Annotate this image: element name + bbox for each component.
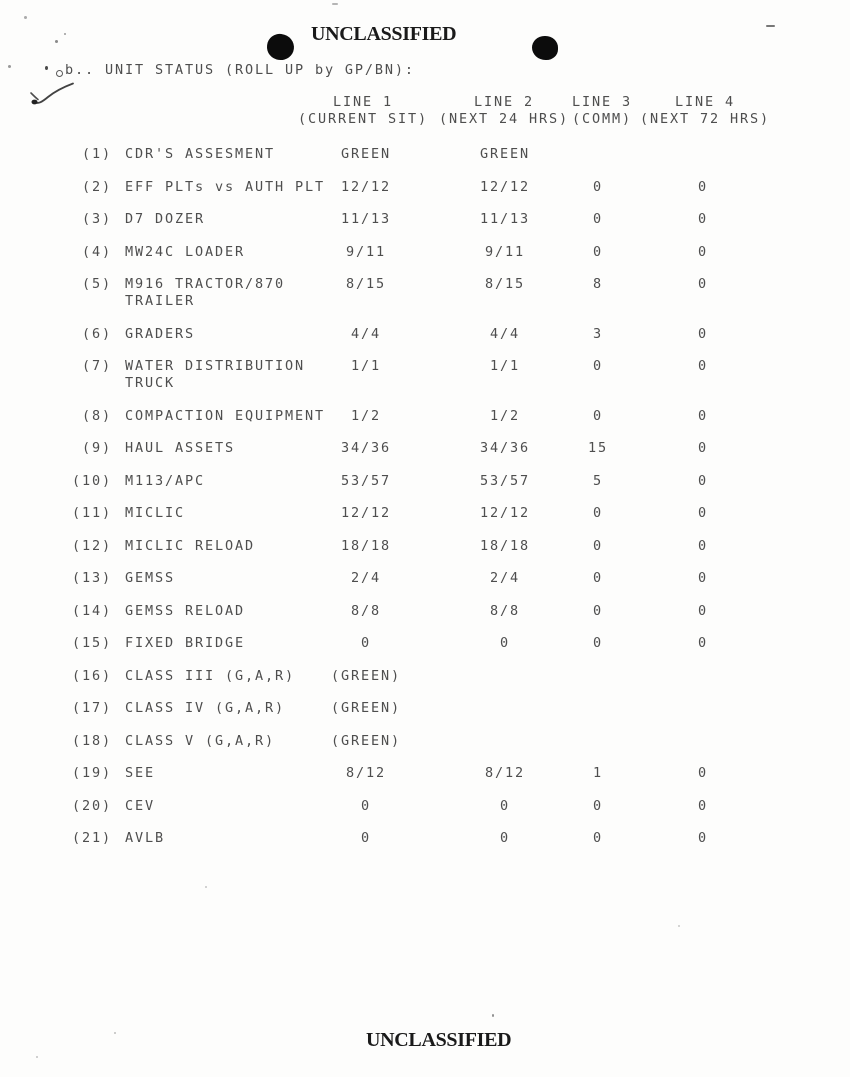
row-value-line1: 53/57: [341, 472, 391, 489]
row-value-line2: 2/4: [490, 570, 520, 586]
row-value-line1: 12/12: [341, 505, 391, 521]
classification-banner-top: UNCLASSIFIED: [311, 23, 457, 45]
row-number: (15): [72, 635, 112, 651]
row-label-line: EFF PLTs vs AUTH PLT: [125, 178, 325, 195]
row-number: (4): [82, 243, 112, 260]
scan-speck: [36, 1056, 38, 1058]
row-value-line4: 0: [698, 830, 708, 846]
row-value-line3: 0: [593, 211, 603, 227]
scan-speck: [205, 886, 207, 888]
row-value-line4: 0: [698, 472, 708, 489]
row-value-line4: 0: [698, 602, 708, 619]
table-row: [0, 765, 850, 782]
row-value-line3: 3: [593, 325, 603, 342]
column-title: LINE 1: [333, 94, 393, 110]
row-value-line2: 1/2: [490, 407, 520, 424]
row-value-line4: 0: [698, 211, 708, 227]
row-value-line2: 18/18: [480, 537, 530, 554]
row-label-line: GRADERS: [125, 325, 195, 342]
table-row: [0, 244, 850, 261]
row-value-line3: 15: [588, 440, 608, 456]
column-subtitle: (NEXT 24 HRS): [439, 110, 569, 127]
row-label-line: MICLIC: [125, 505, 185, 521]
column-subtitle: (CURRENT SIT): [298, 110, 428, 127]
row-value-line2: 12/12: [480, 505, 530, 521]
row-value-line1: 18/18: [341, 537, 391, 554]
column-header-line2: [437, 94, 571, 127]
table-row: [0, 668, 850, 685]
scan-speck: [56, 70, 63, 77]
row-value-line3: 0: [593, 537, 603, 554]
row-label-line: GEMSS: [125, 570, 175, 586]
row-number: (16): [72, 667, 112, 684]
table-row: [0, 570, 850, 587]
row-value-line2: 8/15: [485, 276, 525, 292]
row-value-line2: 0: [500, 797, 510, 814]
row-label-line: M113/APC: [125, 472, 205, 489]
row-value-line4: 0: [698, 178, 708, 195]
redaction-dot-right: [532, 36, 558, 60]
row-value-line4: 0: [698, 325, 708, 342]
row-label-line: COMPACTION EQUIPMENT: [125, 407, 325, 424]
scan-speck: [492, 1014, 494, 1017]
scan-speck: [55, 40, 58, 43]
row-value-line2: GREEN: [480, 146, 530, 162]
table-row: [0, 211, 850, 228]
row-label-line: CDR'S ASSESMENT: [125, 146, 275, 162]
row-value-line2: 0: [500, 635, 510, 651]
row-value-line1: 0: [361, 635, 371, 651]
row-value-line1: 8/15: [346, 276, 386, 292]
row-number: (14): [72, 602, 112, 619]
column-header-line3: [561, 94, 643, 127]
row-value-line1: 1/1: [351, 358, 381, 374]
row-label-line: HAUL ASSETS: [125, 440, 235, 456]
scan-speck: [114, 1032, 116, 1034]
column-title: LINE 2: [474, 94, 534, 110]
scan-speck: [64, 33, 66, 35]
redaction-dot-left: [266, 32, 296, 61]
row-value-line3: 0: [593, 505, 603, 521]
row-label-line: MICLIC RELOAD: [125, 537, 255, 554]
row-number: (1): [82, 146, 112, 162]
scan-speck: [766, 25, 775, 27]
status-table: [0, 146, 850, 863]
row-value-line4: 0: [698, 635, 708, 651]
table-row: [0, 473, 850, 490]
row-number: (19): [72, 765, 112, 781]
row-number: (6): [82, 325, 112, 342]
table-row: [0, 146, 850, 163]
column-header-line4: [640, 94, 770, 127]
row-value-line2: 8/12: [485, 765, 525, 781]
row-value-line2: 1/1: [490, 358, 520, 374]
row-value-line3: 0: [593, 358, 603, 374]
row-value-line1: 12/12: [341, 178, 391, 195]
row-value-line4: 0: [698, 505, 708, 521]
row-label-line: GEMSS RELOAD: [125, 602, 245, 619]
row-label-line: CLASS V (G,A,R): [125, 732, 275, 749]
table-row: [0, 276, 850, 310]
table-row: [0, 733, 850, 750]
row-value-line2: 4/4: [490, 325, 520, 342]
scan-speck: [24, 16, 27, 19]
row-value-line1: 4/4: [351, 325, 381, 342]
row-value-line1: 0: [361, 830, 371, 846]
row-number: (9): [82, 440, 112, 456]
row-label-line: CLASS III (G,A,R): [125, 667, 295, 684]
table-row: [0, 700, 850, 717]
table-row: [0, 408, 850, 425]
table-row: [0, 798, 850, 815]
row-value-line1: 8/8: [351, 602, 381, 619]
scan-speck: [332, 3, 338, 5]
row-value-line3: 0: [593, 178, 603, 195]
scan-speck: [678, 925, 680, 927]
row-number: (12): [72, 537, 112, 554]
classification-banner-bottom: UNCLASSIFIED: [366, 1029, 512, 1051]
row-value-line1: 34/36: [341, 440, 391, 456]
row-value-line2: 11/13: [480, 211, 530, 227]
column-title: LINE 3: [572, 94, 632, 110]
table-row: [0, 538, 850, 555]
row-number: (11): [72, 505, 112, 521]
row-label-line: SEE: [125, 765, 155, 781]
row-number: (18): [72, 732, 112, 749]
row-value-line1: 0: [361, 797, 371, 814]
row-value-line3: 0: [593, 830, 603, 846]
table-row: [0, 440, 850, 457]
row-label-line: MW24C LOADER: [125, 243, 245, 260]
row-number: (17): [72, 700, 112, 716]
row-value-line3: 0: [593, 797, 603, 814]
row-number: (13): [72, 570, 112, 586]
column-subtitle: (COMM): [572, 110, 632, 127]
row-value-line4: 0: [698, 276, 708, 292]
row-label-line: TRAILER: [125, 293, 195, 309]
scan-speck: [8, 65, 11, 68]
row-value-line2: 9/11: [485, 243, 525, 260]
row-value-line2: 0: [500, 830, 510, 846]
row-value-line1: 2/4: [351, 570, 381, 586]
row-value-line4: 0: [698, 797, 708, 814]
table-row: [0, 603, 850, 620]
row-value-line3: 0: [593, 570, 603, 586]
row-value-line4: 0: [698, 570, 708, 586]
row-value-line1: (GREEN): [331, 700, 401, 716]
row-number: (21): [72, 830, 112, 846]
column-header-line1: [288, 94, 438, 127]
row-label-line: D7 DOZER: [125, 211, 205, 227]
row-value-line1: 1/2: [351, 407, 381, 424]
table-row: [0, 326, 850, 343]
row-label-line: WATER DISTRIBUTION: [125, 358, 305, 374]
row-value-line1: 9/11: [346, 243, 386, 260]
table-row: [0, 179, 850, 196]
table-row: [0, 830, 850, 847]
section-title: b.. UNIT STATUS (ROLL UP by GP/BN):: [65, 62, 415, 78]
row-label-line: M916 TRACTOR/870: [125, 276, 285, 292]
row-value-line4: 0: [698, 243, 708, 260]
row-number: (5): [82, 276, 112, 292]
row-value-line4: 0: [698, 358, 708, 374]
scan-speck: [45, 66, 48, 70]
table-row: [0, 358, 850, 392]
row-value-line4: 0: [698, 537, 708, 554]
row-value-line4: 0: [698, 440, 708, 456]
row-value-line2: 8/8: [490, 602, 520, 619]
column-title: LINE 4: [675, 94, 735, 110]
row-value-line2: 53/57: [480, 472, 530, 489]
row-value-line1: (GREEN): [331, 667, 401, 684]
row-number: (3): [82, 211, 112, 227]
row-label-line: CLASS IV (G,A,R): [125, 700, 285, 716]
row-label-line: FIXED BRIDGE: [125, 635, 245, 651]
row-value-line4: 0: [698, 407, 708, 424]
row-label-line: CEV: [125, 797, 155, 814]
row-value-line1: (GREEN): [331, 732, 401, 749]
row-number: (7): [82, 358, 112, 374]
table-row: [0, 635, 850, 652]
row-number: (8): [82, 407, 112, 424]
row-value-line3: 0: [593, 602, 603, 619]
row-number: (10): [72, 472, 112, 489]
row-value-line3: 5: [593, 472, 603, 489]
row-label-line: AVLB: [125, 830, 165, 846]
row-number: (20): [72, 797, 112, 814]
row-value-line2: 34/36: [480, 440, 530, 456]
row-value-line1: GREEN: [341, 146, 391, 162]
row-value-line3: 0: [593, 635, 603, 651]
row-number: (2): [82, 178, 112, 195]
pen-scribble-mark: [28, 80, 78, 108]
row-value-line1: 8/12: [346, 765, 386, 781]
row-value-line3: 1: [593, 765, 603, 781]
row-value-line3: 0: [593, 407, 603, 424]
table-row: [0, 505, 850, 522]
column-subtitle: (NEXT 72 HRS): [640, 110, 770, 127]
row-value-line1: 11/13: [341, 211, 391, 227]
row-value-line3: 0: [593, 243, 603, 260]
row-label-line: TRUCK: [125, 375, 175, 391]
row-value-line4: 0: [698, 765, 708, 781]
row-value-line2: 12/12: [480, 178, 530, 195]
row-value-line3: 8: [593, 276, 603, 292]
